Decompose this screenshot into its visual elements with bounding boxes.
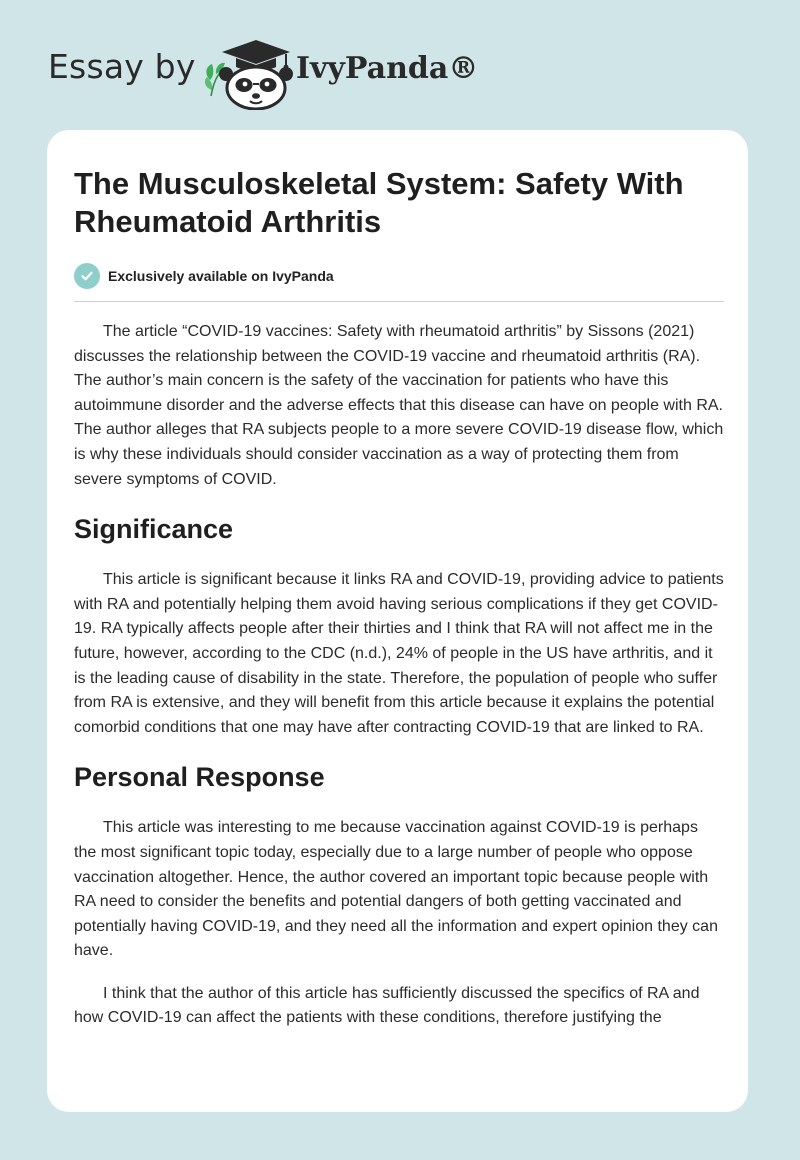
personal-response-paragraph-2: I think that the author of this article has sufficiently discussed the specifics of RA and how COVID-19 can affect the patients with these conditions, therefore justifying the <box>74 984 700 1027</box>
personal-response-paragraph-1: This article was interesting to me because vaccination against COVID-19 is perhaps the most significant topic today, especially due to a large number of people who oppose vaccination altogether. Hence, the author covered an important topic because people with RA need to consider the benefits and potential dangers of both getting vaccinated and potentially having COVID-19, and they need all the information and expert opinion they can have. <box>74 819 718 960</box>
exclusive-label: Exclusively available on IvyPanda <box>108 268 334 284</box>
essay-content <box>74 165 724 1031</box>
title-divider <box>74 301 724 302</box>
check-icon <box>74 263 100 289</box>
brand-prefix: Essay by <box>48 47 196 86</box>
brand-name[interactable]: IvyPanda® <box>296 51 479 86</box>
panda-logo-icon[interactable] <box>200 34 296 110</box>
significance-paragraph: This article is significant because it links RA and COVID-19, providing advice to patients with RA and potentially helping them avoid having serious complications if they get COVID-19. RA typically affects people after their thirties and I think that RA will not affect me in the future, however, according to the CDC (n.d.), 24% of people in the US have arthritis, and it is the leading cause of disability in the state. Therefore, the population of people who suffer from RA is extensive, and they will benefit from this article because it explains the potential comorbid conditions that one may have after contracting COVID-19 that are linked to RA. <box>74 571 724 736</box>
exclusive-badge <box>74 263 724 289</box>
essay-card <box>47 130 748 1112</box>
site-header <box>0 0 800 130</box>
section-heading-personal-response: Personal Response <box>74 762 325 793</box>
essay-title: The Musculoskeletal System: Safety With Rheumatoid Arthritis <box>74 166 684 239</box>
section-heading-significance: Significance <box>74 514 234 545</box>
intro-paragraph: The article “COVID-19 vaccines: Safety with rheumatoid arthritis” by Sissons (2021) discusses the relationship between the COVID-19 vaccine and rheumatoid arthritis (RA). The author’s main concern is the safety of the vaccination for patients who have this autoimmune disorder and the adverse effects that this disease can have on people with RA. The author alleges that RA subjects people to a more severe COVID-19 disease flow, which is why these individuals should consider vaccination as a way of protecting them from severe symptoms of COVID. <box>74 323 724 488</box>
